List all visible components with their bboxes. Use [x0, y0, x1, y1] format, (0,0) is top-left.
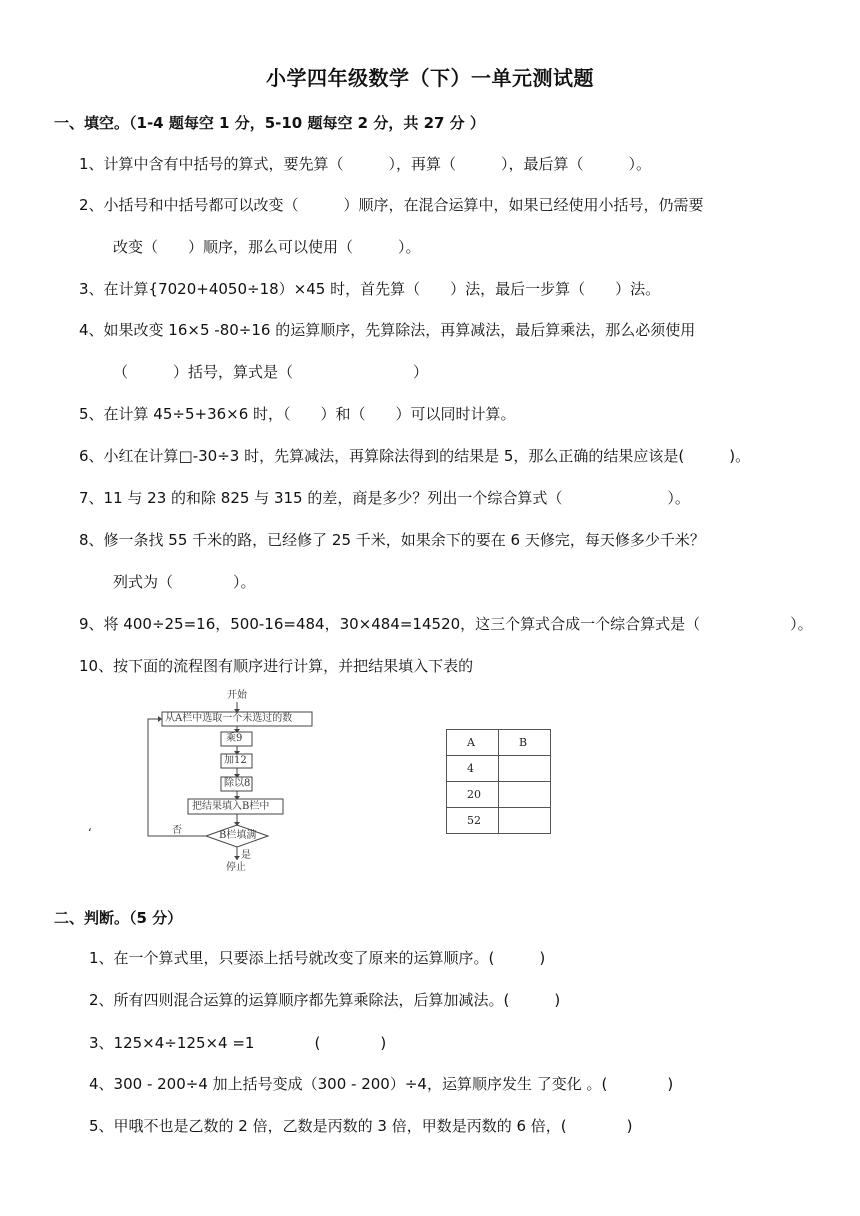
- flowchart-decision: B栏填满: [219, 830, 257, 841]
- question-1-4-continued: （ ）括号，算式是（ ）: [113, 363, 429, 381]
- flowchart-step-multiply: 乘9: [226, 733, 243, 744]
- question-1-8-continued: 列式为（ ）。: [113, 573, 256, 591]
- table-row: [447, 756, 551, 782]
- result-table: [446, 729, 551, 834]
- question-1-4: 4、如果改变 16×5 -80÷16 的运算顺序，先算除法，再算减法，最后算乘法，那么必须使用: [79, 321, 696, 339]
- stray-mark: ‘: [88, 826, 92, 840]
- question-1-6: 6、小红在计算□-30÷3 时，先算减法，再算除法得到的结果是 5，那么正确的结果应该是( )。: [79, 447, 751, 465]
- question-1-3: 3、在计算{7020+4050÷18）×45 时，首先算（ ）法，最后一步算（ ）法。: [79, 280, 661, 298]
- question-1-2: 2、小括号和中括号都可以改变（ ）顺序，在混合运算中，如果已经使用小括号，仍需要: [79, 196, 704, 214]
- flowchart-step-divide: 除以8: [224, 778, 251, 789]
- flowchart-step-select: 从A栏中选取一个未选过的数: [165, 713, 293, 724]
- question-1-2-continued: 改变（ ）顺序，那么可以使用（ ）。: [113, 238, 421, 256]
- question-1-8: 8、修一条找 55 千米的路，已经修了 25 千米，如果余下的要在 6 天修完，每天修多少千米？: [79, 531, 705, 549]
- flowchart-no-label: 否: [172, 825, 182, 836]
- table-header-a: A: [447, 730, 499, 756]
- table-cell-a: 20: [447, 782, 499, 808]
- table-cell-b: [499, 756, 551, 782]
- table-row: [447, 782, 551, 808]
- question-1-1: 1、计算中含有中括号的算式，要先算（ ），再算（ ），最后算（ ）。: [79, 155, 652, 173]
- table-cell-b: [499, 782, 551, 808]
- question-2-3: 3、125×4÷125×4 =1 ( ): [89, 1034, 387, 1052]
- flowchart: [140, 690, 320, 880]
- flowchart-yes-label: 是: [241, 850, 251, 861]
- table-row: [447, 808, 551, 834]
- table-cell-b: [499, 808, 551, 834]
- question-2-1: 1、在一个算式里，只要添上括号就改变了原来的运算顺序。( ): [89, 949, 546, 967]
- page-title: 小学四年级数学（下）一单元测试题: [266, 66, 594, 90]
- question-2-4: 4、300 - 200÷4 加上括号变成（300 - 200）÷4，运算顺序发生 了变化 。( ): [89, 1075, 674, 1093]
- flowchart-end: 停止: [226, 862, 246, 873]
- question-1-9: 9、将 400÷25=16，500-16=484，30×484=14520，这三个算式合成一个综合算式是（ ）。: [79, 615, 813, 633]
- section-heading-fill-blank: 一、填空。（1-4 题每空 1 分，5-10 题每空 2 分，共 27 分 ）: [54, 114, 485, 132]
- question-2-5: 5、甲哦不也是乙数的 2 倍，乙数是丙数的 3 倍，甲数是丙数的 6 倍，( ): [89, 1117, 633, 1135]
- flowchart-step-fill: 把结果填入B栏中: [192, 801, 270, 812]
- question-1-5: 5、在计算 45÷5+36×6 时，（ ）和（ ）可以同时计算。: [79, 405, 516, 423]
- table-header-row: [447, 730, 551, 756]
- table-header-b: B: [499, 730, 551, 756]
- section-heading-judgement: 二、判断。（5 分）: [54, 909, 183, 927]
- question-1-10: 10、按下面的流程图有顺序进行计算，并把结果填入下表的: [79, 657, 474, 675]
- question-2-2: 2、所有四则混合运算的运算顺序都先算乘除法，后算加减法。( ): [89, 991, 561, 1009]
- table-cell-a: 52: [447, 808, 499, 834]
- table-cell-a: 4: [447, 756, 499, 782]
- flowchart-step-add: 加12: [224, 755, 247, 766]
- question-1-7: 7、11 与 23 的和除 825 与 315 的差，商是多少？列出一个综合算式（ ）。: [79, 489, 690, 507]
- flowchart-start: 开始: [227, 690, 247, 701]
